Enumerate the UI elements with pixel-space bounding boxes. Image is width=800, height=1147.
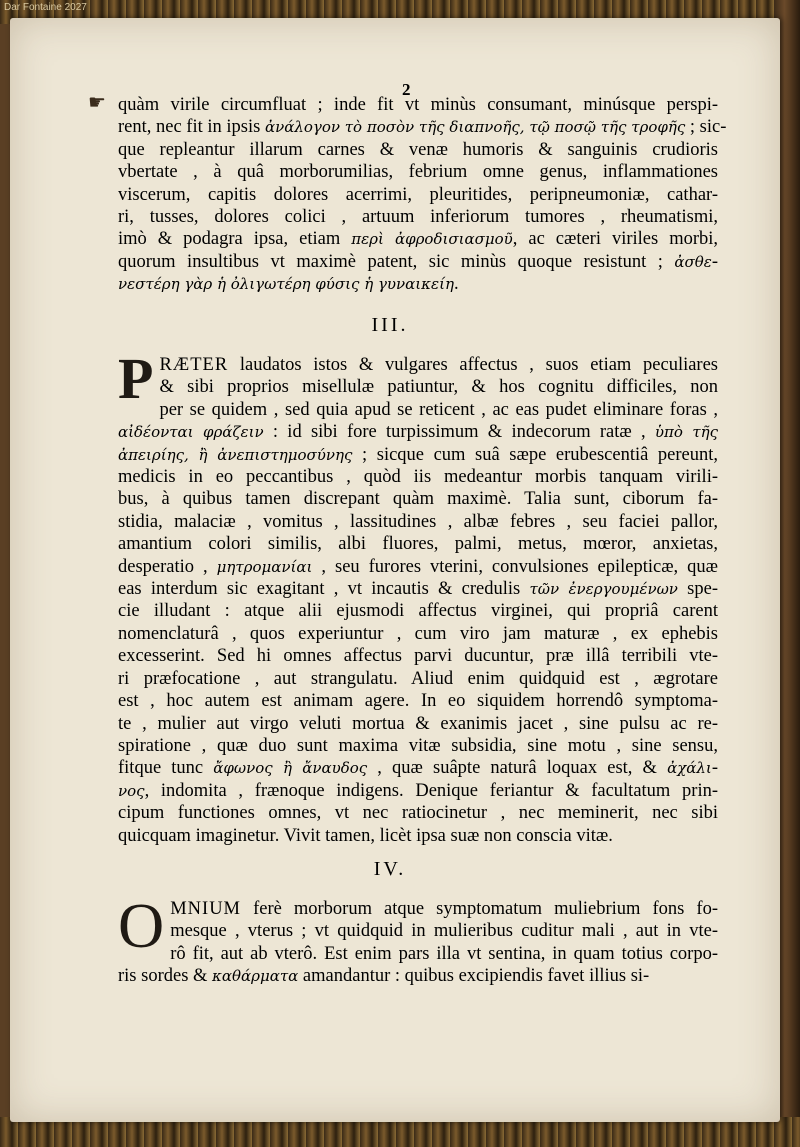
section-heading-iv: IV. (373, 858, 407, 880)
text-line: MNIUM ferè morborum atque symptomatum muliebrium fons fo- (170, 899, 718, 919)
greek-phrase: ἀσθε (674, 252, 712, 271)
text-line: αἰδέονται φράζειν : id sibi fore turpissimum & indecorum ratæ , ὑπὸ τῆς (118, 422, 719, 443)
small-caps-word: RÆTER (159, 355, 229, 375)
greek-phrase: ὑπὸ τῆς (654, 423, 719, 442)
text-line: cipum functiones omnes, vt nec ratiocinetur , nec meminerit, nec sibi (118, 803, 718, 824)
text-line: & sibi proprios misellulæ patiuntur, & hos cognitu difficiles, non (159, 377, 718, 398)
dropcap-p: P (118, 346, 154, 411)
greek-phrase: μητρομανίαι (216, 557, 313, 576)
text-line: eas interdum sic exagitant , vt incautis & credulis τῶν ἐνεργουμένων spe- (118, 579, 718, 600)
dropcap-o: O (118, 890, 165, 961)
small-caps-word: MNIUM (170, 899, 241, 919)
manicule-icon: ☛ (88, 90, 106, 114)
text-line: vbertate , à quâ morborumilias, febrium omne genus, inflammationes (118, 162, 718, 183)
text-line: bus, à quibus tamen discrepant quàm maximè. Talia sunt, ciborum fa- (118, 489, 718, 510)
text-line: RÆTER laudatos istos & vulgares affectus , suos etiam peculiares (159, 355, 718, 375)
text-line: ris sordes & καθάρματα amandantur : quibus excipiendis favet illius si- (118, 966, 650, 987)
text-line: ri, tusses, dolores colici , artuum inferiorum tumores , rheumatismi, (118, 207, 718, 228)
text-line: quàm virile circumfluat ; inde fit vt minùs consumant, minúsque perspi- (118, 95, 718, 115)
text-line: fitque tunc ἄφωνος ἢ ἄναυδος , quæ suâpte naturâ loquax est, & ἀχάλι- (118, 758, 718, 779)
text-line: imò & podagra ipsa, etiam περὶ ἀφροδισιασμοῦ, ac cæteri viriles morbi, (118, 229, 719, 250)
text-line: viscerum, capitis dolores acerrimi, pleuritides, peripneumoniæ, cathar- (118, 184, 718, 205)
text-line: spiratione , quæ duo sunt maxima vitæ subsidia, sine motu , sine sensu, (118, 735, 718, 756)
corner-label: Dar Fontaine 2027 (4, 2, 87, 13)
text-line: nomenclaturâ , quos experiuntur , cum viro jam maturæ , ex ephebis (118, 623, 718, 644)
text-line: quorum insultibus vt maximè patent, sic minùs quoque resistunt ; ἀσθε- (118, 251, 718, 272)
text-line: quicquam imaginetur. Vivit tamen, licèt ipsa suæ non conscia vitæ. (118, 825, 613, 846)
greek-phrase: ἀχάλι (667, 759, 712, 778)
greek-phrase: αἰδέονται φράζειν (118, 423, 264, 442)
text-line: mesque , vterus ; vt quidquid in mulieribus cuditur mali , aut in vte- (170, 921, 718, 942)
text-line: te , mulier aut virgo veluti mortua & exanimis jacet , sine pulsu ac re- (118, 713, 718, 734)
text-line: rô fit, aut ab vterô. Est enim pars illa vt sentina, in quam totius corpo- (170, 943, 718, 964)
greek-phrase: νος (118, 781, 145, 800)
paragraph-section-4 (118, 890, 718, 988)
greek-phrase: νεστέρη γὰρ ἡ ὀλιγωτέρη φύσις ἡ γυναικείη (118, 275, 454, 294)
text-line: νεστέρη γὰρ ἡ ὀλιγωτέρη φύσις ἡ γυναικείη. (118, 274, 459, 295)
greek-phrase: περὶ ἀφροδισιασμοῦ (351, 230, 513, 249)
text-line: ἀπειρίης, ἢ ἀνεπιστημοσύνης ; sicque cum suâ sæpe erubescentiâ pereunt, (118, 444, 718, 465)
text-line: desperatio , μητρομανίαι , seu furores vterini, convulsiones epilepticæ, quæ (118, 556, 718, 577)
text-line: ri præfocatione , aut strangulatu. Aliud enim quidquid est , ægrotare (118, 668, 718, 689)
text-line: νος, indomita , frænoque indigens. Denique feriantur & facultatum prin- (118, 780, 718, 801)
section-heading-iii: III. (371, 314, 409, 336)
text-line: per se quidem , sed quia apud se reticent , ac eas pudet eliminare foras , (159, 399, 718, 420)
greek-phrase: καθάρματα (212, 967, 299, 986)
text-line: que repleantur illarum carnes & venæ humoris & sanguinis crudioris (118, 139, 718, 160)
paragraph-section-2 (118, 94, 727, 296)
page-number: 2 (402, 80, 411, 99)
text-line: excesserint. Sed hi omnes affectus parvi ducuntur, præ illâ terribili vte- (118, 646, 718, 667)
text-line: est , hoc autem est animam agere. In eo siquidem horrendô symptoma- (118, 691, 718, 712)
greek-phrase: τῶν ἐνεργουμένων (529, 580, 678, 599)
text-line: cie illudant : atque alii ejusmodi affectus virginei, qui propriâ carent (118, 601, 718, 622)
greek-phrase: ἄφωνος ἢ ἄναυδος (213, 759, 368, 778)
text-line: amantium colori similis, albi fluores, palmi, metus, mœror, anxietas, (118, 534, 718, 555)
text-line: rent, nec fit in ipsis ἀνάλογον τὸ ποσὸν τῆς διαπνοῆς, τῷ ποσῷ τῆς τροφῆς ; sic- (118, 117, 727, 138)
text-line: stidia, malaciæ , vomitus , lassitudines , albæ febres , seu faciei pallor, (118, 511, 718, 532)
greek-phrase: ἀπειρίης, ἢ ἀνεπιστημοσύνης (118, 445, 353, 464)
paragraph-section-3 (118, 346, 719, 847)
greek-phrase: ἀνάλογον τὸ ποσὸν τῆς διαπνοῆς, τῷ ποσῷ τῆς τροφῆς (264, 118, 686, 137)
text-line: medicis in eo peccantibus , quòd iis medeantur morbis tanquam virili- (118, 467, 718, 488)
